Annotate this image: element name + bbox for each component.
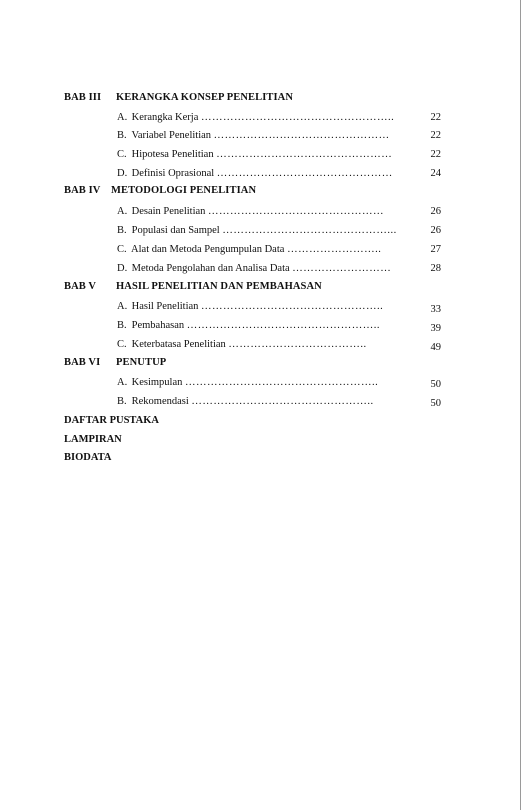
- entry-label: Keterbatasa Penelitian: [131, 339, 226, 350]
- entry-leader: …………………………………………: [208, 206, 385, 217]
- toc-entry: [117, 148, 443, 162]
- entry-label: Kesimpulan: [131, 377, 183, 388]
- entry-leader: …………………………………………: [216, 149, 393, 160]
- entry-page: 24: [430, 168, 441, 179]
- entry-label: Definisi Oprasional: [131, 168, 215, 179]
- entry-page: 22: [430, 149, 441, 160]
- chapter-heading: [64, 281, 322, 292]
- toc-entry: [117, 111, 443, 125]
- entry-letter: C.: [117, 149, 127, 160]
- entry-label: Hasil Penelitian: [131, 301, 199, 312]
- entry-letter: A.: [117, 112, 128, 123]
- entry-leader: ………………………………..: [228, 339, 367, 350]
- entry-page: 50: [430, 379, 441, 390]
- entry-label: Kerangka Kerja: [131, 112, 199, 123]
- entry-letter: B.: [117, 225, 127, 236]
- entry-letter: C.: [117, 339, 127, 350]
- toc-entry: [117, 224, 443, 238]
- entry-label: Desain Penelitian: [131, 206, 206, 217]
- toc-heading-biodata: BIODATA: [64, 452, 112, 463]
- entry-label: Pembahasan: [131, 320, 185, 331]
- chapter-heading: [64, 92, 294, 103]
- chapter-title: KERANGKA KONSEP PENELITIAN: [116, 92, 294, 103]
- toc-entry: [117, 205, 443, 219]
- chapter-number: BAB IV: [64, 185, 101, 196]
- entry-letter: B.: [117, 130, 127, 141]
- toc-heading-daftar-pustaka: DAFTAR PUSTAKA: [64, 415, 159, 426]
- chapter-number: BAB V: [64, 281, 97, 292]
- chapter-title: METODOLOGI PENELITIAN: [111, 185, 257, 196]
- entry-leader: …………………………………………..: [191, 396, 374, 407]
- entry-page: 27: [430, 244, 441, 255]
- entry-page: 50: [430, 398, 441, 409]
- entry-leader: …………………………………………: [216, 168, 393, 179]
- entry-label: Alat dan Metoda Pengumpulan Data: [131, 244, 285, 255]
- entry-page: 39: [430, 323, 441, 334]
- entry-page: 49: [430, 342, 441, 353]
- chapter-title: PENUTUP: [116, 357, 167, 368]
- entry-page: 28: [430, 263, 441, 274]
- entry-letter: D.: [117, 263, 128, 274]
- toc-entry: [117, 300, 443, 314]
- entry-letter: C.: [117, 244, 127, 255]
- chapter-heading: [64, 357, 167, 368]
- toc-entry: [117, 167, 443, 181]
- entry-leader: ………………………………………...: [222, 225, 397, 236]
- chapter-title: HASIL PENELITIAN DAN PEMBAHASAN: [116, 281, 322, 292]
- page-edge: [520, 0, 521, 810]
- entry-leader: ……………………..: [287, 244, 382, 255]
- toc-entry: [117, 129, 443, 143]
- entry-letter: D.: [117, 168, 128, 179]
- chapter-number: BAB III: [64, 92, 102, 103]
- entry-label: Populasi dan Sampel: [131, 225, 220, 236]
- entry-letter: A.: [117, 377, 128, 388]
- chapter-number: BAB VI: [64, 357, 101, 368]
- entry-leader: ……………………………………………..: [186, 320, 380, 331]
- toc-entry: [117, 338, 443, 352]
- entry-page: 26: [430, 225, 441, 236]
- entry-label: Hipotesa Penelitian: [131, 149, 214, 160]
- entry-leader: ………………………: [292, 263, 392, 274]
- toc-heading-lampiran: LAMPIRAN: [64, 434, 122, 445]
- entry-label: Variabel Penelitian: [131, 130, 212, 141]
- entry-letter: B.: [117, 396, 127, 407]
- chapter-heading: [64, 185, 257, 196]
- entry-page: 26: [430, 206, 441, 217]
- entry-leader: …………………………………………..: [201, 301, 384, 312]
- entry-letter: B.: [117, 320, 127, 331]
- entry-page: 22: [430, 130, 441, 141]
- entry-label: Rekomendasi: [131, 396, 189, 407]
- toc-entry: [117, 262, 443, 276]
- entry-letter: A.: [117, 301, 128, 312]
- toc-entry: [117, 319, 443, 333]
- entry-letter: A.: [117, 206, 128, 217]
- toc-entry: [117, 376, 443, 390]
- entry-leader: …………………………………………: [213, 130, 390, 141]
- entry-leader: ……………………………………………..: [201, 112, 395, 123]
- entry-page: 22: [430, 112, 441, 123]
- entry-page: 33: [430, 304, 441, 315]
- toc-entry: [117, 243, 443, 257]
- entry-label: Metoda Pengolahan dan Analisa Data: [131, 263, 290, 274]
- entry-leader: ……………………………………………..: [185, 377, 379, 388]
- toc-entry: [117, 395, 443, 409]
